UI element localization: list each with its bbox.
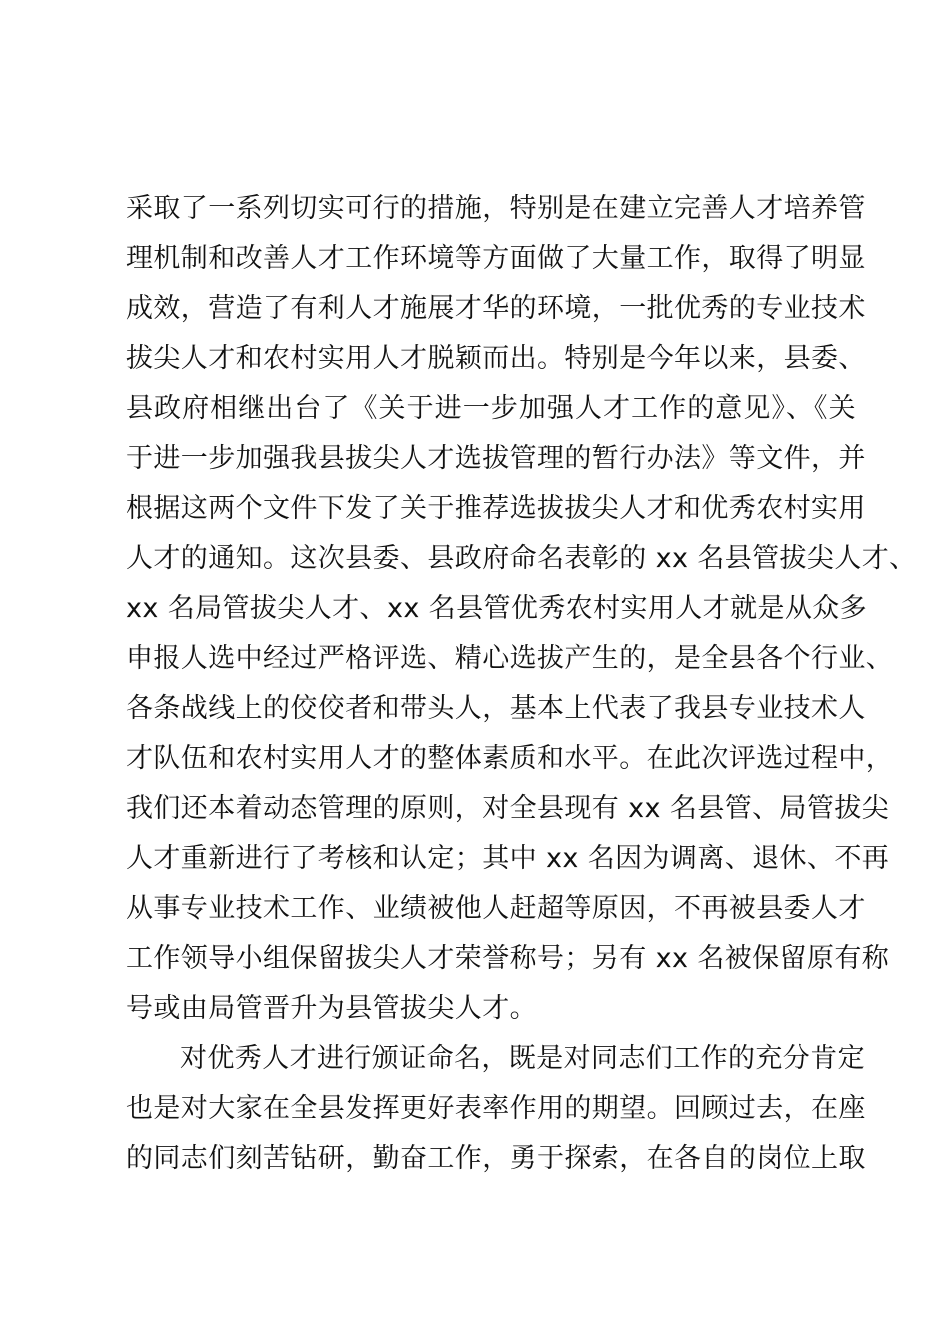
text-line: 人才重新进行了考核和认定；其中 xx 名因为调离、退休、不再: [126, 843, 890, 874]
text-line: 各条战线上的佼佼者和带头人，基本上代表了我县专业技术人: [126, 693, 866, 724]
text-line: 的同志们刻苦钻研，勤奋工作，勇于探索，在各自的岗位上取: [126, 1143, 866, 1174]
text-line: 我们还本着动态管理的原则，对全县现有 xx 名县管、局管拔尖: [126, 793, 890, 824]
text-line: 于进一步加强我县拔尖人才选拔管理的暂行办法》等文件，并: [126, 443, 866, 474]
paragraph-2: [126, 1034, 866, 1184]
text-line: 才队伍和农村实用人才的整体素质和水平。在此次评选过程中，: [126, 743, 894, 774]
text-line: 对优秀人才进行颁证命名，既是对同志们工作的充分肯定: [180, 1043, 865, 1074]
text-line: xx 名局管拔尖人才、xx 名县管优秀农村实用人才就是从众多: [126, 593, 868, 624]
text-line: 号或由局管晋升为县管拔尖人才。: [126, 993, 537, 1024]
text-line: 理机制和改善人才工作环境等方面做了大量工作，取得了明显: [126, 243, 866, 274]
text-line: 申报人选中经过严格评选、精心选拔产生的，是全县各个行业、: [126, 643, 894, 674]
text-line: 人才的通知。这次县委、县政府命名表彰的 xx 名县管拔尖人才、: [126, 543, 917, 574]
text-line: 采取了一系列切实可行的措施，特别是在建立完善人才培养管: [126, 193, 866, 224]
text-line: 工作领导小组保留拔尖人才荣誉称号；另有 xx 名被保留原有称: [126, 943, 890, 974]
text-line: 从事专业技术工作、业绩被他人赶超等原因，不再被县委人才: [126, 893, 866, 924]
text-line: 县政府相继出台了《关于进一步加强人才工作的意见》、《关: [126, 393, 856, 424]
text-line: 根据这两个文件下发了关于推荐选拔拔尖人才和优秀农村实用: [126, 493, 866, 524]
text-line: 拔尖人才和农村实用人才脱颖而出。特别是今年以来，县委、: [126, 343, 866, 374]
body-text: [126, 184, 917, 1184]
text-line: 成效，营造了有利人才施展才华的环境，一批优秀的专业技术: [126, 293, 866, 324]
paragraph-1: [126, 184, 917, 1034]
text-line: 也是对大家在全县发挥更好表率作用的期望。回顾过去，在座: [126, 1093, 866, 1124]
